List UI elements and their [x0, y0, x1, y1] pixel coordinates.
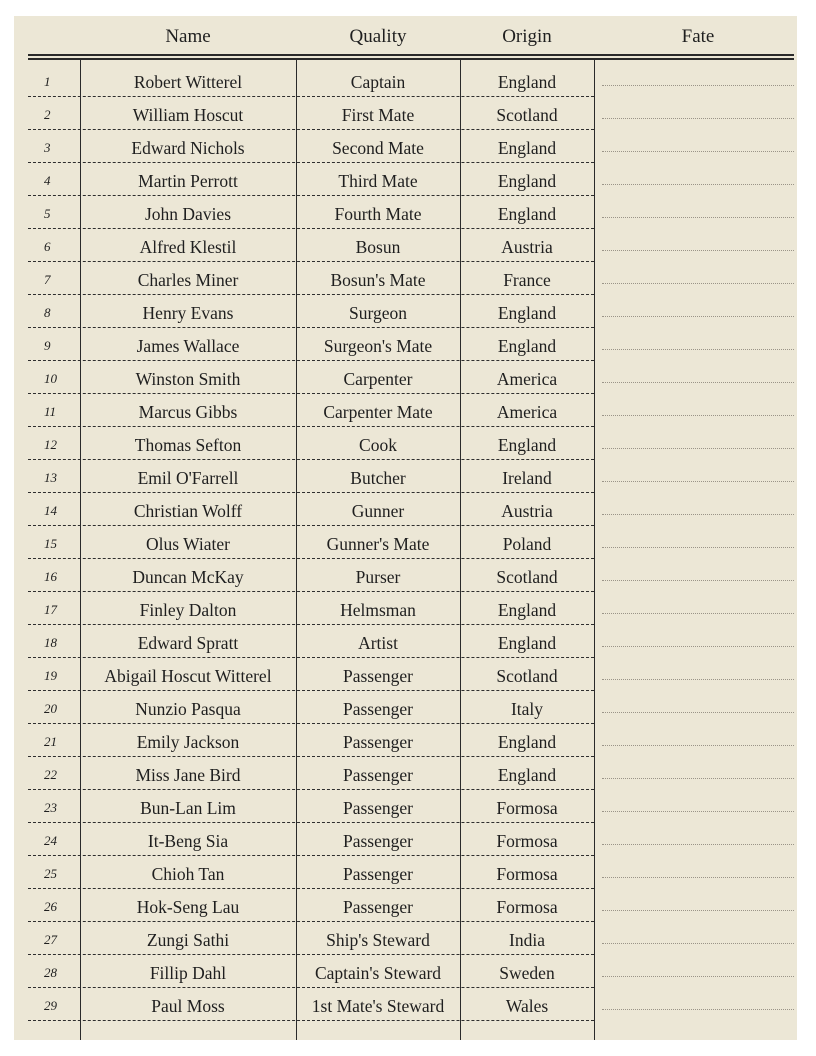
- row-divider: [28, 1020, 594, 1021]
- fate-writing-line: [602, 613, 794, 614]
- crew-name: Miss Jane Bird: [135, 765, 241, 785]
- crew-quality: Bosun: [355, 237, 401, 257]
- crew-name: Bun-Lan Lim: [140, 798, 236, 818]
- row-divider: [28, 195, 594, 196]
- row-number: 17: [44, 602, 57, 617]
- row-divider: [28, 987, 594, 988]
- crew-origin: England: [497, 633, 557, 653]
- row-number: 9: [44, 338, 51, 353]
- crew-origin: Formosa: [496, 798, 558, 818]
- crew-quality: Passenger: [343, 732, 413, 752]
- table-row: [14, 132, 797, 165]
- crew-name: Nunzio Pasqua: [135, 699, 241, 719]
- row-number: 10: [44, 371, 57, 386]
- crew-quality: Artist: [358, 633, 398, 653]
- crew-quality: Passenger: [343, 831, 413, 851]
- crew-origin: Ireland: [502, 468, 552, 488]
- crew-quality: Gunner: [351, 501, 405, 521]
- table-row: [14, 957, 797, 990]
- crew-origin: Scotland: [496, 567, 558, 587]
- row-divider: [28, 261, 594, 262]
- crew-quality: Ship's Steward: [326, 930, 430, 950]
- crew-name: Edward Nichols: [131, 138, 245, 158]
- fate-writing-line: [602, 811, 794, 812]
- crew-origin: America: [496, 369, 558, 389]
- table-row: [14, 561, 797, 594]
- row-number: 25: [44, 866, 57, 881]
- table-row: [14, 528, 797, 561]
- table-row: [14, 396, 797, 429]
- crew-origin: Scotland: [496, 666, 558, 686]
- fate-writing-line: [602, 316, 794, 317]
- row-number: 29: [44, 998, 57, 1013]
- row-number: 26: [44, 899, 57, 914]
- row-divider: [28, 921, 594, 922]
- crew-origin: Wales: [505, 996, 549, 1016]
- row-number: 13: [44, 470, 57, 485]
- crew-name: Finley Dalton: [139, 600, 237, 620]
- row-number: 14: [44, 503, 57, 518]
- crew-quality: Second Mate: [332, 138, 424, 158]
- table-row: [14, 891, 797, 924]
- crew-quality: Passenger: [343, 798, 413, 818]
- crew-origin: Scotland: [496, 105, 558, 125]
- crew-quality: Passenger: [343, 864, 413, 884]
- fate-writing-line: [602, 514, 794, 515]
- fate-writing-line: [602, 448, 794, 449]
- fate-writing-line: [602, 778, 794, 779]
- row-number: 18: [44, 635, 57, 650]
- row-divider: [28, 393, 594, 394]
- fate-writing-line: [602, 646, 794, 647]
- crew-name: Paul Moss: [151, 996, 225, 1016]
- crew-origin: England: [497, 600, 557, 620]
- table-row: [14, 990, 797, 1023]
- crew-name: Emily Jackson: [136, 732, 240, 752]
- crew-origin: England: [497, 171, 557, 191]
- crew-name: Robert Witterel: [133, 72, 243, 92]
- fate-writing-line: [602, 118, 794, 119]
- crew-quality: Helmsman: [340, 600, 416, 620]
- row-number: 23: [44, 800, 57, 815]
- crew-name: Winston Smith: [135, 369, 241, 389]
- table-row: [14, 363, 797, 396]
- table-row: [14, 330, 797, 363]
- crew-name: Martin Perrott: [138, 171, 238, 191]
- crew-quality: Bosun's Mate: [330, 270, 426, 290]
- table-row: [14, 264, 797, 297]
- row-divider: [28, 888, 594, 889]
- crew-quality: Carpenter: [343, 369, 413, 389]
- row-divider: [28, 459, 594, 460]
- crew-name: Fillip Dahl: [149, 963, 227, 983]
- crew-name: Christian Wolff: [133, 501, 243, 521]
- row-divider: [28, 96, 594, 97]
- row-divider: [28, 228, 594, 229]
- fate-writing-line: [602, 976, 794, 977]
- row-divider: [28, 360, 594, 361]
- crew-origin: Italy: [510, 699, 544, 719]
- crew-origin: England: [497, 138, 557, 158]
- row-divider: [28, 690, 594, 691]
- table-row: [14, 759, 797, 792]
- row-number: 6: [44, 239, 51, 254]
- crew-origin: France: [503, 270, 551, 290]
- crew-origin: India: [509, 930, 545, 950]
- crew-name: Zungi Sathi: [146, 930, 230, 950]
- row-number: 11: [44, 404, 57, 419]
- crew-origin: Austria: [501, 501, 553, 521]
- table-header: [14, 16, 797, 52]
- crew-origin: England: [497, 732, 557, 752]
- row-number: 8: [44, 305, 51, 320]
- table-row: [14, 99, 797, 132]
- crew-name: It-Beng Sia: [147, 831, 229, 851]
- row-divider: [28, 129, 594, 130]
- table-row: [14, 429, 797, 462]
- row-number: 27: [44, 932, 57, 947]
- crew-name: William Hoscut: [132, 105, 244, 125]
- row-divider: [28, 492, 594, 493]
- crew-name: Chioh Tan: [151, 864, 225, 884]
- table-row: [14, 462, 797, 495]
- row-number: 21: [44, 734, 57, 749]
- fate-writing-line: [602, 910, 794, 911]
- crew-quality: Captain: [350, 72, 406, 92]
- crew-manifest-sheet: [14, 16, 797, 1040]
- row-number: 24: [44, 833, 57, 848]
- row-number: 15: [44, 536, 57, 551]
- crew-name: Charles Miner: [137, 270, 239, 290]
- row-divider: [28, 294, 594, 295]
- table-row: [14, 165, 797, 198]
- crew-quality: Passenger: [343, 666, 413, 686]
- table-row: [14, 924, 797, 957]
- table-row: [14, 198, 797, 231]
- row-divider: [28, 723, 594, 724]
- crew-quality: Passenger: [343, 699, 413, 719]
- crew-origin: England: [497, 303, 557, 323]
- crew-name: Abigail Hoscut Witterel: [104, 666, 272, 686]
- row-number: 20: [44, 701, 57, 716]
- fate-writing-line: [602, 547, 794, 548]
- fate-writing-line: [602, 943, 794, 944]
- row-number: 1: [44, 74, 51, 89]
- crew-name: Thomas Sefton: [134, 435, 242, 455]
- fate-writing-line: [602, 679, 794, 680]
- row-divider: [28, 822, 594, 823]
- row-divider: [28, 558, 594, 559]
- crew-origin: America: [496, 402, 558, 422]
- row-number: 4: [44, 173, 51, 188]
- table-row: [14, 726, 797, 759]
- crew-quality: Gunner's Mate: [326, 534, 430, 554]
- row-divider: [28, 525, 594, 526]
- table-row: [14, 231, 797, 264]
- header-origin: Origin: [502, 26, 552, 47]
- fate-writing-line: [602, 745, 794, 746]
- crew-quality: Passenger: [343, 765, 413, 785]
- crew-name: Duncan McKay: [132, 567, 244, 587]
- fate-writing-line: [602, 1009, 794, 1010]
- row-divider: [28, 624, 594, 625]
- crew-name: James Wallace: [136, 336, 240, 356]
- row-number: 5: [44, 206, 51, 221]
- crew-quality: Carpenter Mate: [323, 402, 433, 422]
- table-row: [14, 792, 797, 825]
- row-divider: [28, 855, 594, 856]
- row-number: 7: [44, 272, 51, 287]
- row-number: 16: [44, 569, 57, 584]
- crew-name: Edward Spratt: [137, 633, 239, 653]
- fate-writing-line: [602, 250, 794, 251]
- row-divider: [28, 954, 594, 955]
- crew-origin: Austria: [501, 237, 553, 257]
- row-number: 3: [44, 140, 51, 155]
- fate-writing-line: [602, 85, 794, 86]
- crew-origin: Sweden: [499, 963, 555, 983]
- row-number: 2: [44, 107, 51, 122]
- crew-name: Alfred Klestil: [139, 237, 237, 257]
- header-quality: Quality: [349, 26, 407, 47]
- crew-origin: Formosa: [496, 897, 558, 917]
- header-fate: Fate: [681, 26, 715, 47]
- crew-quality: Passenger: [343, 897, 413, 917]
- crew-name: John Davies: [144, 204, 232, 224]
- fate-writing-line: [602, 580, 794, 581]
- table-row: [14, 693, 797, 726]
- row-divider: [28, 657, 594, 658]
- table-row: [14, 627, 797, 660]
- fate-writing-line: [602, 184, 794, 185]
- table-row: [14, 858, 797, 891]
- crew-origin: Formosa: [496, 864, 558, 884]
- crew-quality: First Mate: [341, 105, 415, 125]
- crew-quality: Captain's Steward: [314, 963, 442, 983]
- fate-writing-line: [602, 283, 794, 284]
- row-divider: [28, 426, 594, 427]
- fate-writing-line: [602, 415, 794, 416]
- crew-name: Olus Wiater: [145, 534, 231, 554]
- crew-quality: 1st Mate's Steward: [311, 996, 445, 1016]
- crew-name: Henry Evans: [142, 303, 234, 323]
- table-row: [14, 297, 797, 330]
- crew-origin: England: [497, 72, 557, 92]
- table-row: [14, 495, 797, 528]
- fate-writing-line: [602, 217, 794, 218]
- fate-writing-line: [602, 877, 794, 878]
- table-row: [14, 594, 797, 627]
- row-divider: [28, 789, 594, 790]
- fate-writing-line: [602, 481, 794, 482]
- row-divider: [28, 327, 594, 328]
- table-row: [14, 660, 797, 693]
- crew-quality: Fourth Mate: [334, 204, 422, 224]
- fate-writing-line: [602, 382, 794, 383]
- crew-name: Marcus Gibbs: [138, 402, 238, 422]
- row-number: 22: [44, 767, 57, 782]
- row-divider: [28, 756, 594, 757]
- crew-quality: Butcher: [350, 468, 406, 488]
- header-rule-lower: [28, 58, 794, 60]
- crew-origin: Poland: [502, 534, 552, 554]
- table-row: [14, 66, 797, 99]
- crew-origin: England: [497, 765, 557, 785]
- fate-writing-line: [602, 349, 794, 350]
- row-number: 28: [44, 965, 57, 980]
- crew-quality: Purser: [355, 567, 401, 587]
- fate-writing-line: [602, 844, 794, 845]
- crew-name: Emil O'Farrell: [137, 468, 239, 488]
- crew-quality: Third Mate: [338, 171, 418, 191]
- crew-quality: Surgeon's Mate: [323, 336, 433, 356]
- header-name: Name: [165, 26, 211, 47]
- header-rule-upper: [28, 54, 794, 56]
- row-divider: [28, 162, 594, 163]
- table-row: [14, 825, 797, 858]
- crew-quality: Cook: [359, 435, 397, 455]
- row-number: 19: [44, 668, 57, 683]
- fate-writing-line: [602, 151, 794, 152]
- crew-origin: England: [497, 435, 557, 455]
- crew-origin: England: [497, 336, 557, 356]
- crew-origin: Formosa: [496, 831, 558, 851]
- row-divider: [28, 591, 594, 592]
- crew-origin: England: [497, 204, 557, 224]
- crew-quality: Surgeon: [348, 303, 407, 323]
- crew-name: Hok-Seng Lau: [136, 897, 240, 917]
- row-number: 12: [44, 437, 57, 452]
- fate-writing-line: [602, 712, 794, 713]
